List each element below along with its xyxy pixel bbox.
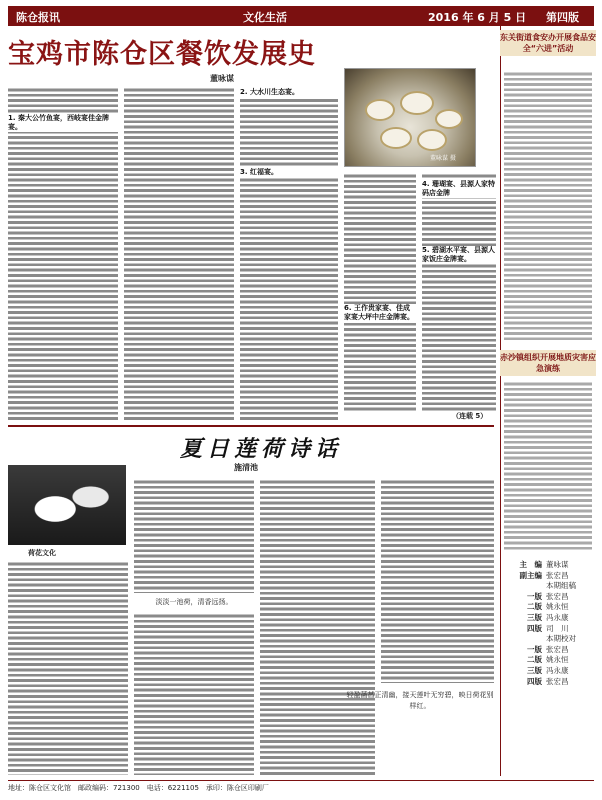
credit-row: 一版 张宏昌 xyxy=(527,644,569,654)
article-column-1 xyxy=(8,86,118,422)
article-column-3 xyxy=(240,86,338,422)
credit-row: 二版 姚永恒 xyxy=(527,655,569,665)
verse-block-1: 淡淡一池荷，清香远扬。 xyxy=(155,598,233,606)
essay-author: 施清池 xyxy=(234,463,258,472)
credit-row: 三版 冯永康 xyxy=(527,612,569,622)
lotus-image xyxy=(8,465,126,545)
subhead-1: 1. 秦大公竹鱼宴，西岐宴佳金牌宴。 xyxy=(8,114,118,132)
page-footer: 地址：陈仓区文化馆 邮政编码：721300 电话：6221105 承印：陈仓区印刷厂 xyxy=(8,780,594,795)
article-column-4 xyxy=(344,172,416,412)
masthead: 陈仓报讯 xyxy=(16,11,60,24)
sidebar-headline-2 xyxy=(500,350,596,376)
verse-block-2: 轻盈菡萏正清幽，接天莲叶无穷碧，映日荷花别样红。 xyxy=(346,691,494,710)
subhead-3: 3. 红福宴。 xyxy=(240,168,338,177)
credit-row: 二版 姚永恒 xyxy=(527,602,569,612)
page-header xyxy=(8,6,594,26)
credit-row: 本期组稿 xyxy=(546,581,576,591)
photo-caption: 董咏谋 摄 xyxy=(430,155,456,162)
subhead-5: 5. 碧湖水平宴、县源人家饭庄金牌宴。 xyxy=(422,246,495,263)
subhead-6: 6. 王作贵家宴、佳成家宴大坪中庄金牌宴。 xyxy=(344,304,414,321)
credit-row: 四版 张宏昌 xyxy=(527,676,569,686)
article-title: 宝鸡市陈仓区餐饮发展史 xyxy=(8,39,316,70)
article-column-2 xyxy=(124,86,234,422)
page-number: 第四版 xyxy=(546,11,579,24)
article-column-5 xyxy=(422,172,496,412)
subhead-4: 4. 珊瑚宴、县源人家特码店金牌 xyxy=(422,180,495,197)
essay-column-4 xyxy=(381,478,494,683)
credit-row: 副主编 张宏昌 xyxy=(519,570,569,580)
essay-column-1 xyxy=(8,560,128,775)
section-name: 文化生活 xyxy=(243,11,287,24)
credit-row: 四版 司 川 xyxy=(527,623,569,633)
credit-row: 主 编 董咏谋 xyxy=(519,560,569,569)
essay-column-3 xyxy=(260,478,375,775)
issue-date: 2016 年 6 月 5 日 xyxy=(428,11,527,24)
essay-column-2a xyxy=(134,478,254,593)
credit-row: 本期校对 xyxy=(546,634,576,644)
banquet-photo xyxy=(344,68,476,167)
article-author: 董咏谋 xyxy=(210,74,234,83)
continued-note: （连载 5） xyxy=(452,412,488,420)
editorial-credits xyxy=(502,560,594,687)
subhead-2: 2. 大水川生态宴。 xyxy=(240,88,338,97)
sidebar-headline-2-text: 赤沙镇组织开展地质灾害应急演练 xyxy=(500,353,596,373)
essay-column-2b xyxy=(134,612,254,775)
essay-title: 夏日莲荷诗话 xyxy=(180,436,343,462)
sidebar-article-2 xyxy=(504,380,592,550)
essay-subhead: 荷花文化 xyxy=(28,549,56,557)
credit-row: 一版 张宏昌 xyxy=(527,591,569,601)
sidebar-headline-1-text: 东关街道食安办开展食品安全“六进”活动 xyxy=(500,33,596,53)
sidebar-headline-1 xyxy=(500,30,596,56)
sidebar-article-1 xyxy=(504,70,592,340)
credit-row: 三版 冯永康 xyxy=(527,665,569,675)
